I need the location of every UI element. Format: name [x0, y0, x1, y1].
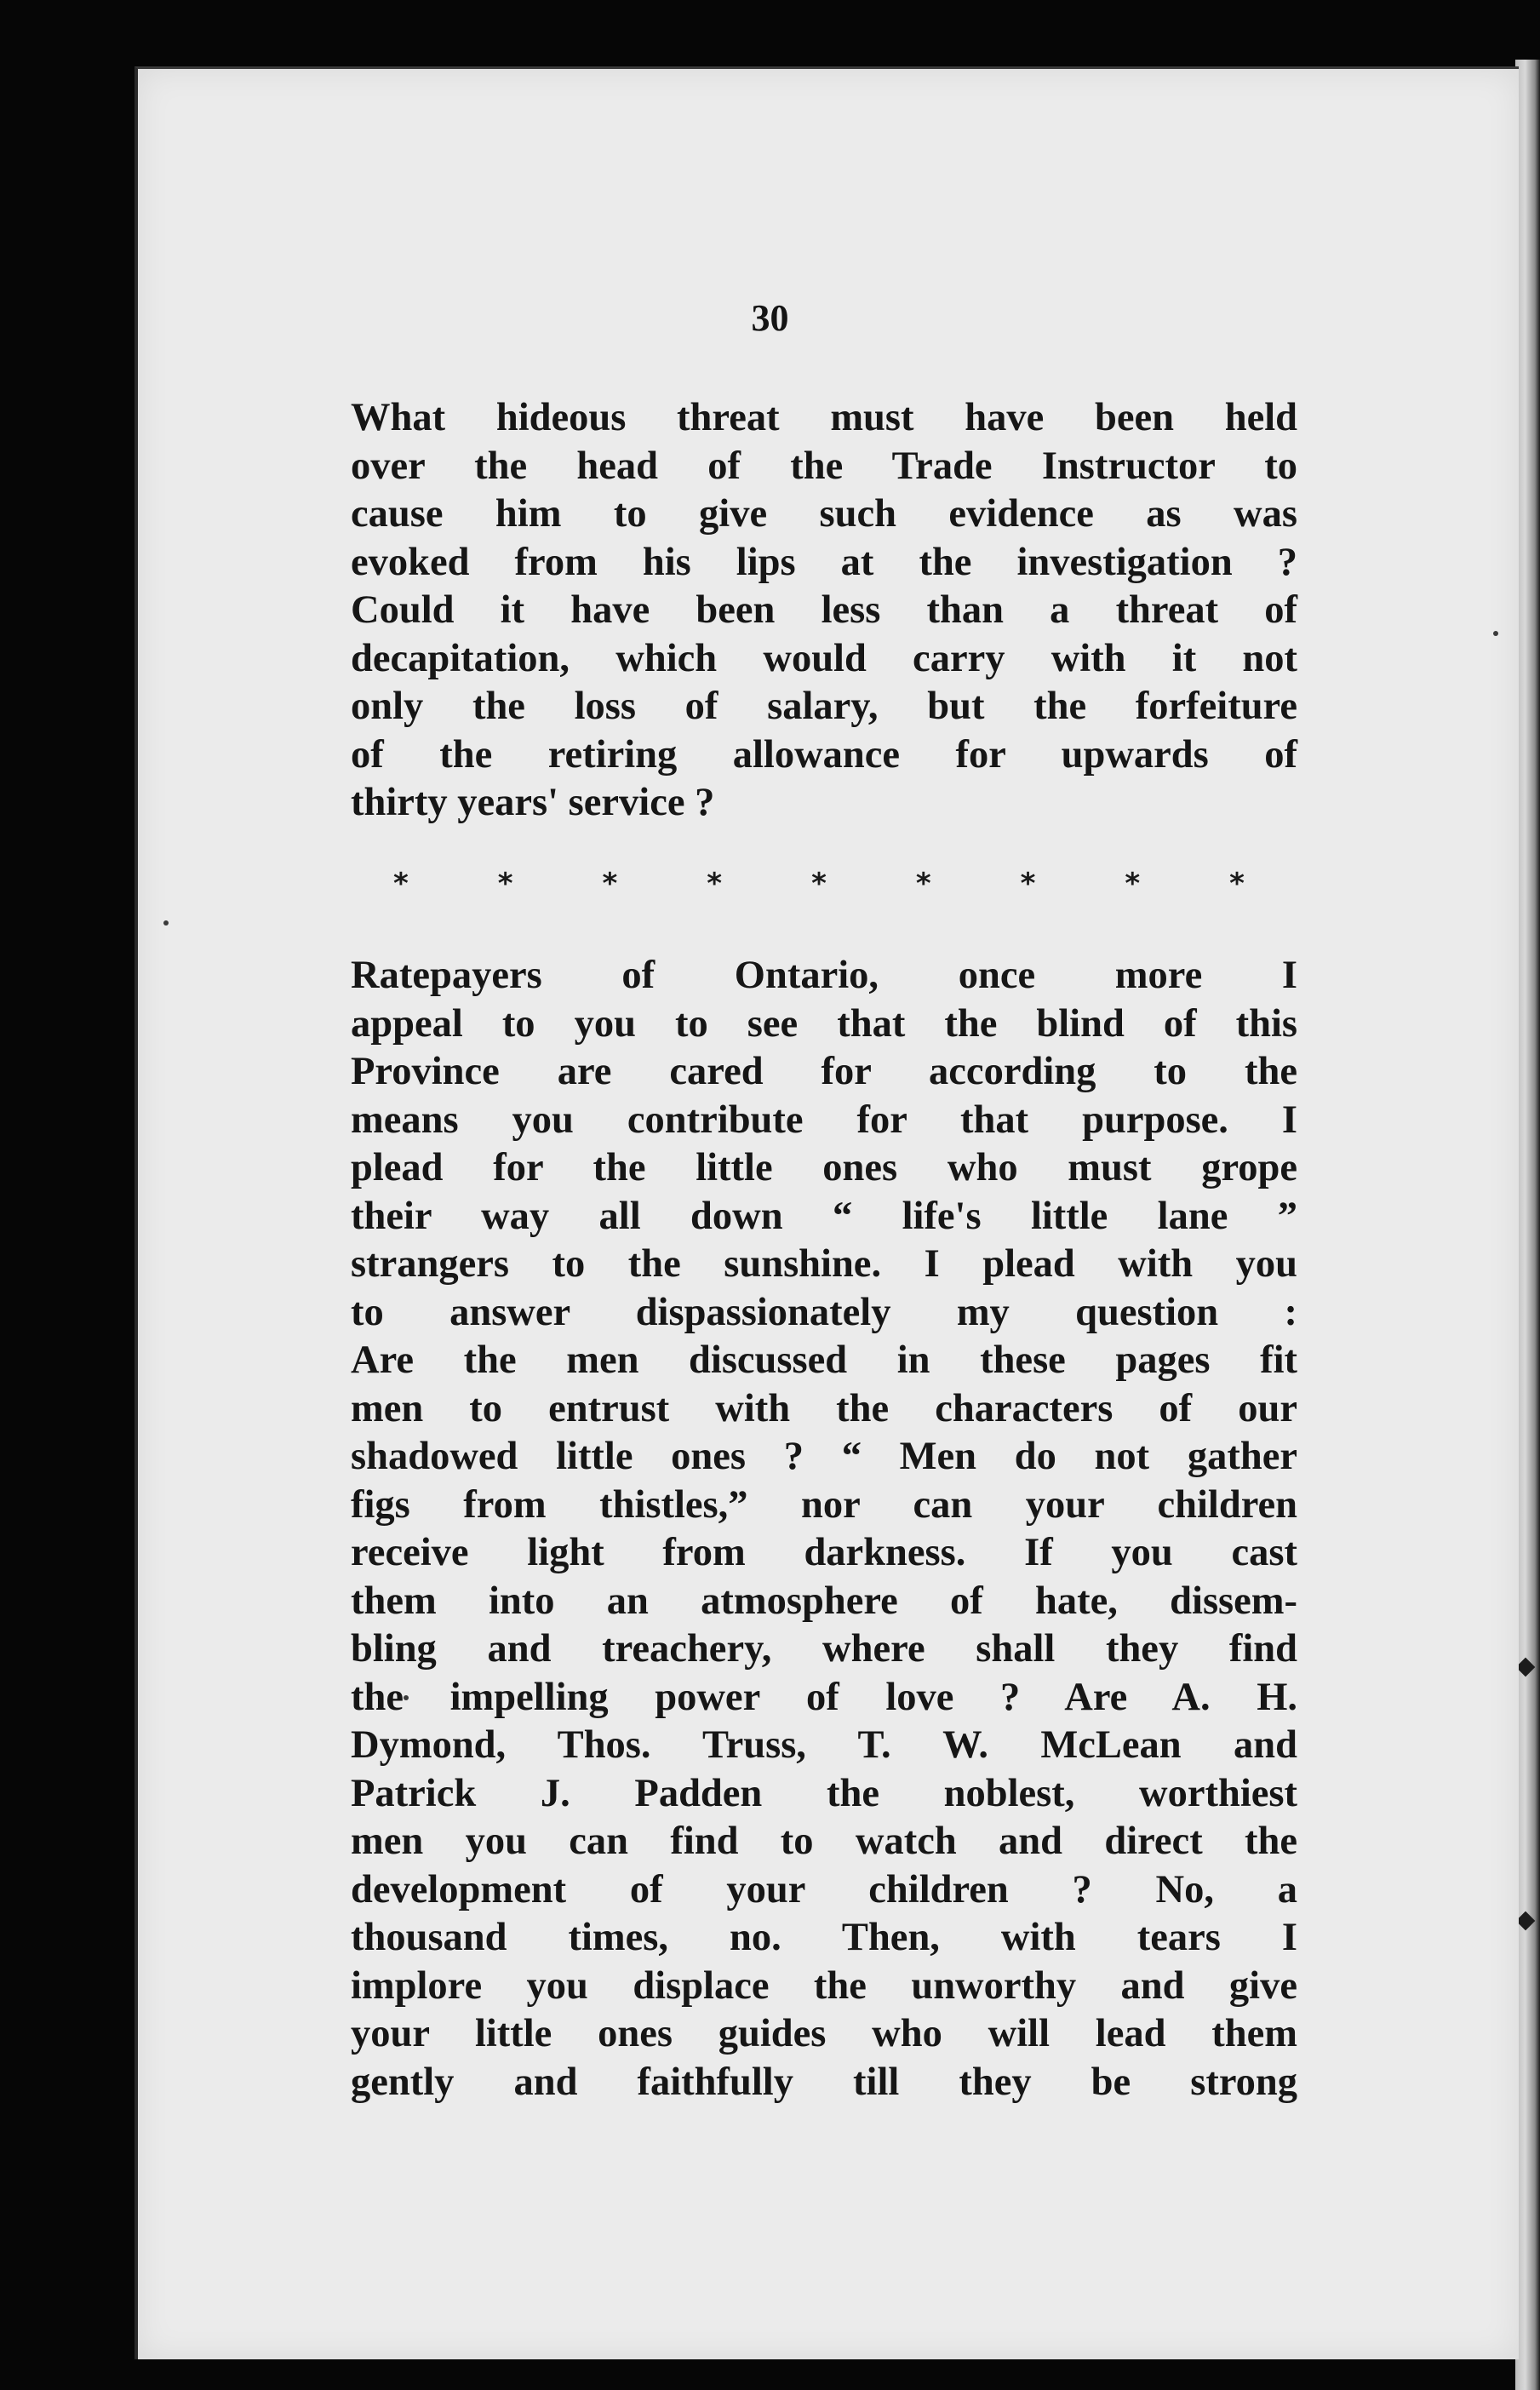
paragraph-1 [351, 394, 1297, 828]
scan-speck [163, 920, 169, 926]
text-line: over the head of the Trade Instructor to [351, 444, 1297, 488]
text-line: Are the men discussed in these pages fit [351, 1338, 1297, 1382]
text-line: What hideous threat must have been held [351, 396, 1297, 439]
text-line: of the retiring allowance for upwards of [351, 732, 1297, 777]
text-line: strangers to the sunshine. I plead with you [351, 1242, 1297, 1286]
separator-star: * [707, 867, 723, 901]
text-line: thirty years' service ? [351, 781, 715, 824]
scan-speck [1493, 631, 1498, 636]
separator-star: * [393, 867, 409, 901]
separator-star: * [811, 867, 827, 901]
separator-star: * [497, 867, 513, 901]
text-line: means you contribute for that purpose. I [351, 1098, 1297, 1142]
text-line: bling and treachery, where shall they find [351, 1627, 1297, 1671]
page-number: 30 [751, 297, 789, 339]
edge-mark [1516, 1911, 1536, 1931]
text-line: Patrick J. Padden the noblest, worthiest [351, 1771, 1297, 1815]
text-line: men you can find to watch and direct the [351, 1820, 1297, 1863]
text-line: thousand times, no. Then, with tears I [351, 1916, 1297, 1959]
text-line: them into an atmosphere of hate, dissem- [351, 1579, 1297, 1623]
text-line: shadowed little ones ? “ Men do not gather [351, 1435, 1297, 1478]
text-line: implore you displace the unworthy and give [351, 1963, 1297, 2008]
text-line: to answer dispassionately my question : [351, 1290, 1297, 1334]
section-separator [393, 867, 1245, 901]
page-edge-shadow [1515, 60, 1540, 2390]
text-line: men to entrust with the characters of our [351, 1386, 1297, 1430]
text-line: evoked from his lips at the investigation ? [351, 540, 1297, 584]
text-line: the impelling power of love ? Are A. H. [351, 1675, 1297, 1719]
text-line: gently and faithfully till they be strong [351, 2060, 1297, 2104]
separator-star: * [915, 867, 931, 901]
separator-star: * [1229, 867, 1245, 901]
text-line: decapitation, which would carry with it not [351, 636, 1297, 680]
paragraph-2 [351, 952, 1297, 2106]
separator-star: * [602, 867, 618, 901]
text-line: Dymond, Thos. Truss, T. W. McLean and [351, 1723, 1297, 1767]
text-line: cause him to give such evidence as was [351, 492, 1297, 536]
edge-mark [1516, 1658, 1536, 1677]
text-line: only the loss of salary, but the forfeiture [351, 685, 1297, 728]
text-line: figs from thistles,” nor can your children [351, 1482, 1297, 1527]
text-line: their way all down “ life's little lane ” [351, 1194, 1297, 1238]
text-line: plead for the little ones who must grope [351, 1146, 1297, 1189]
text-line: appeal to you to see that the blind of this [351, 1001, 1297, 1046]
text-line: development of your children ? No, a [351, 1867, 1297, 1911]
separator-star: * [1020, 867, 1036, 901]
separator-star: * [1125, 867, 1141, 901]
text-line: receive light from darkness. If you cast [351, 1531, 1297, 1574]
text-line: Province are cared for according to the [351, 1050, 1297, 1093]
text-line: Ratepayers of Ontario, once more I [351, 954, 1297, 997]
text-line: Could it have been less than a threat of [351, 588, 1297, 632]
text-line: your little ones guides who will lead them [351, 2012, 1297, 2055]
